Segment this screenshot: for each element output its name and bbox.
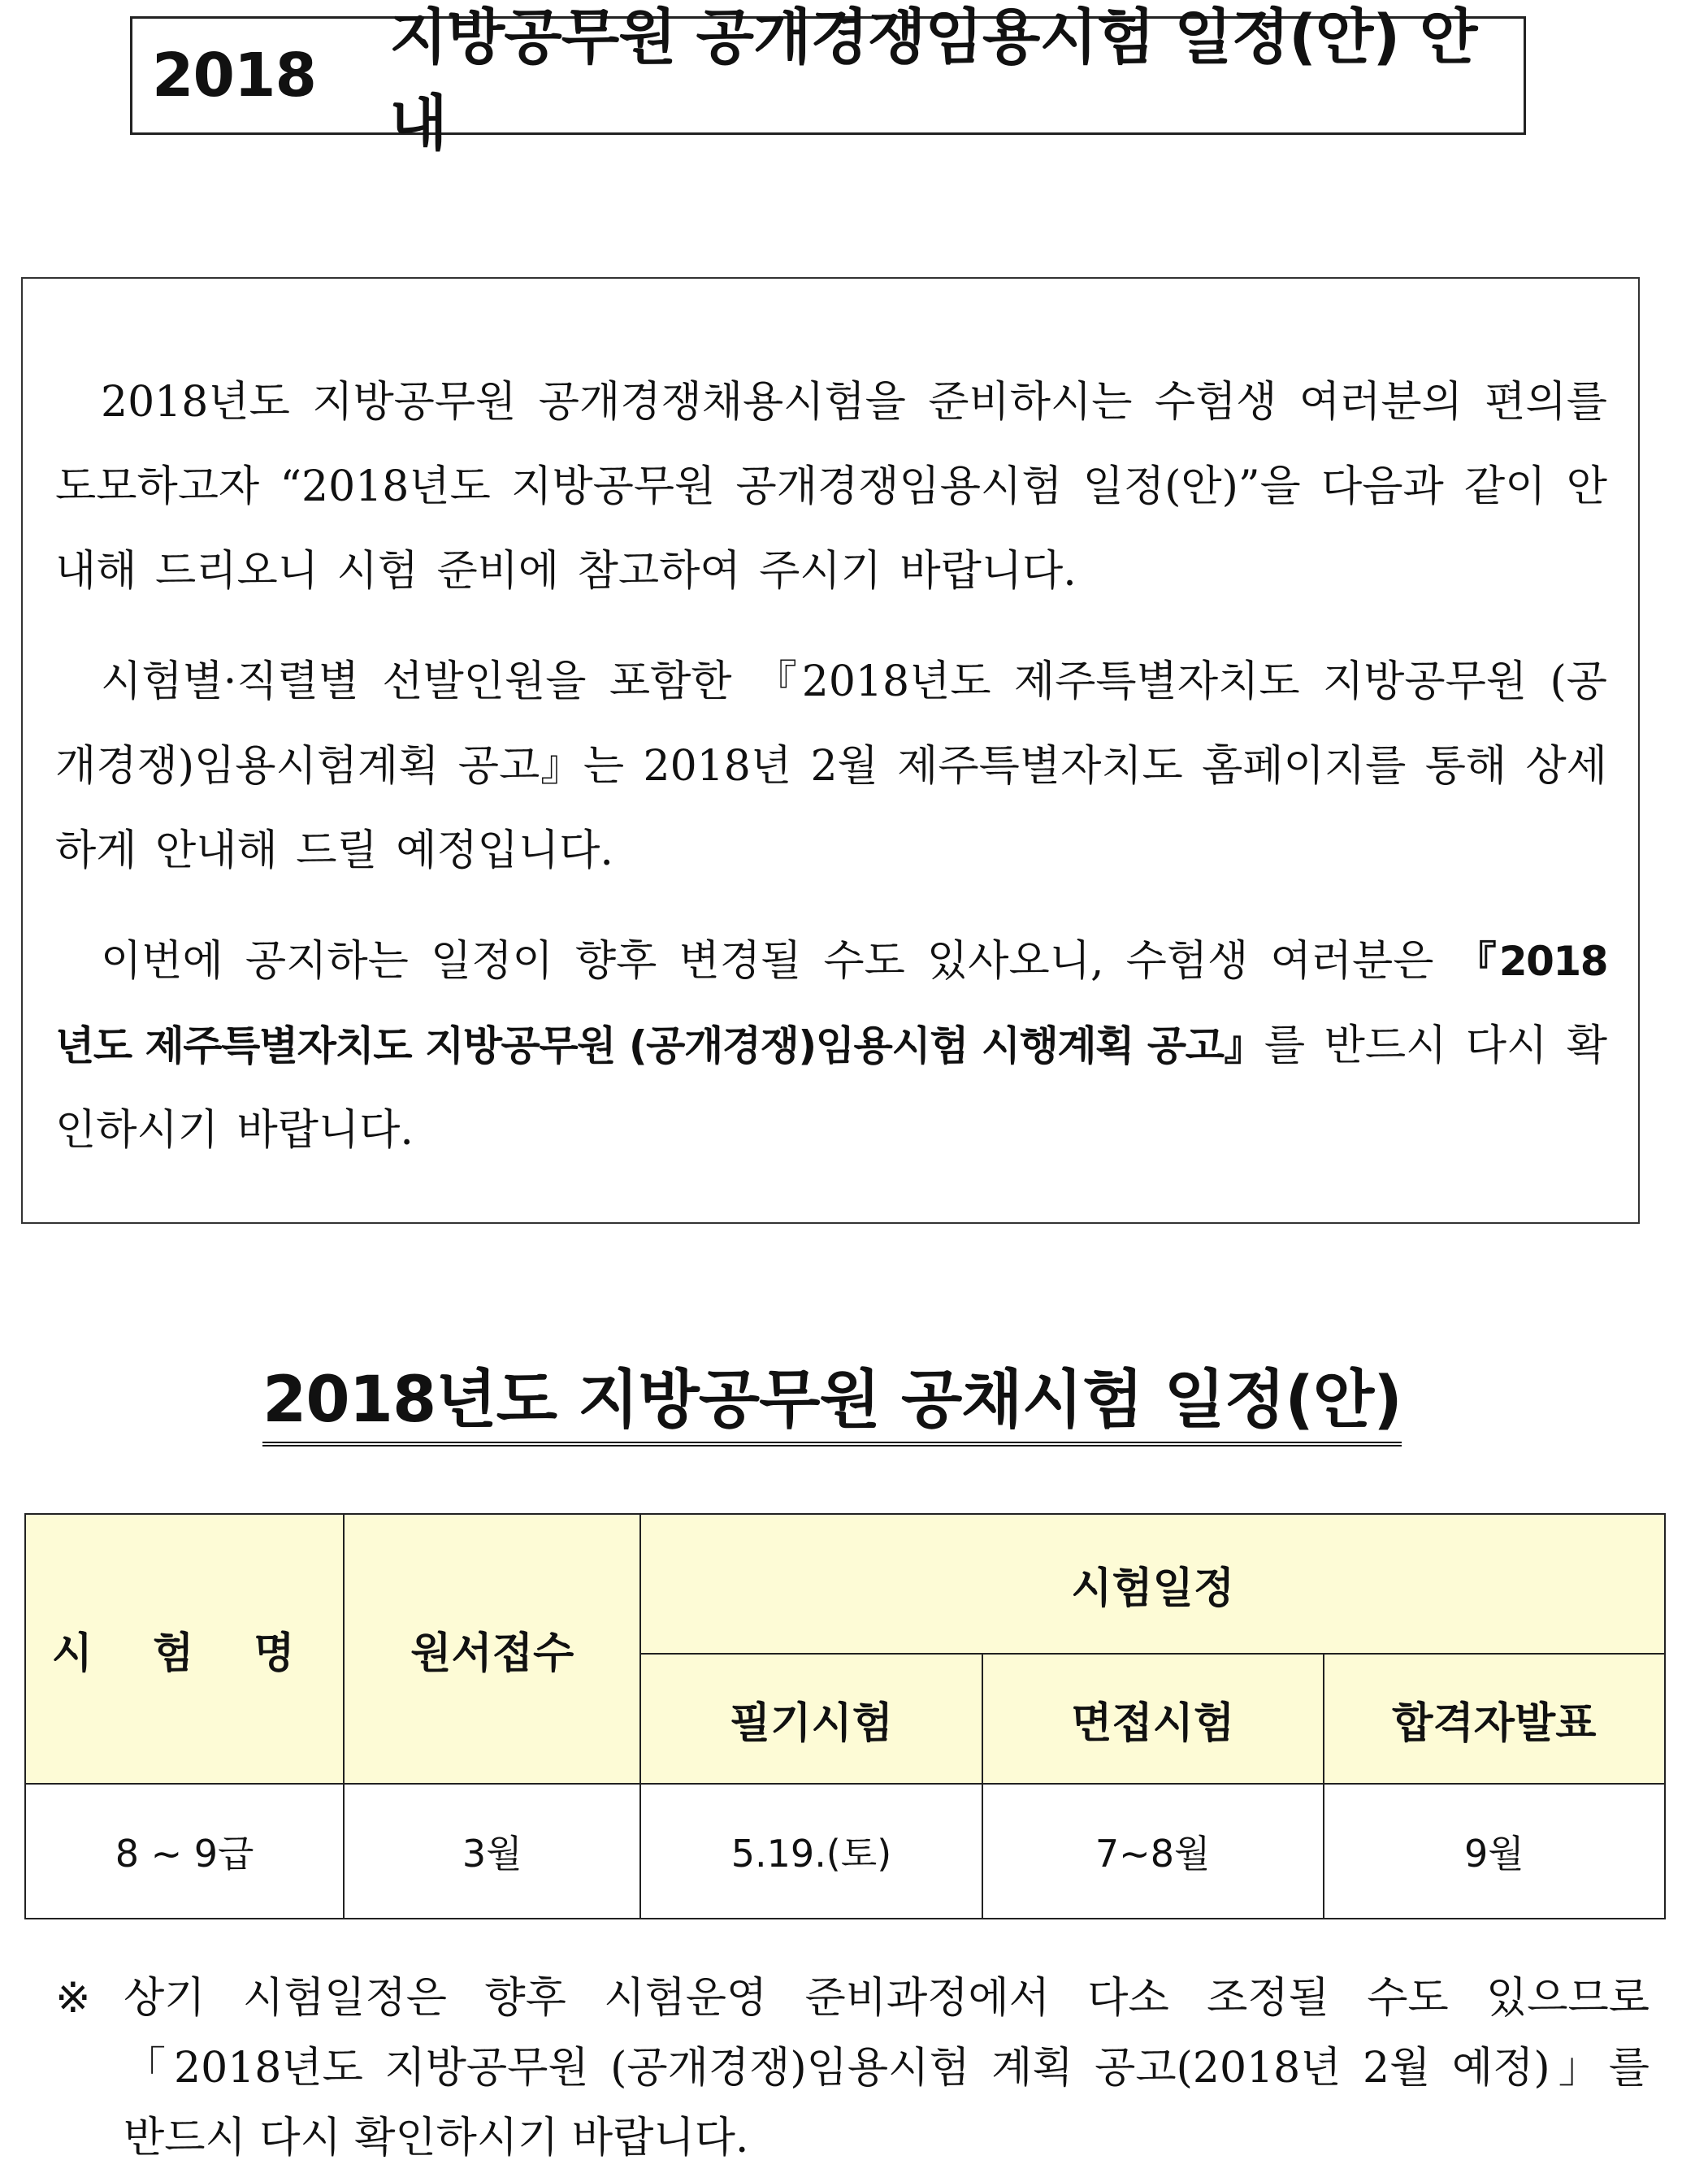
- notice-paragraph-3-outro: 를 반드시 다시 확인하시기 바랍니다.: [55, 1021, 1607, 1155]
- footnote: [55, 1963, 1649, 2173]
- footnote-line-1: 상기 시험일정은 향후 시험운영 준비과정에서 다소 조정될 수도 있으므로: [124, 1974, 1649, 2023]
- cell-exam-name: 8 ~ 9급: [25, 1784, 344, 1919]
- header-written-exam: 필기시험: [640, 1654, 982, 1784]
- cell-announcement: 9월: [1324, 1784, 1665, 1919]
- schedule-title-text: 2018년도 지방공무원 공채시험 일정(안): [262, 1364, 1402, 1446]
- notice-paragraph-1: 2018년도 지방공무원 공개경쟁채용시험을 준비하시는 수험생 여러분의 편의를 도모하고자 “2018년도 지방공무원 공개경쟁임용시험 일정(안)”을 다음과 같이 안내해 드리오니 시험 준비에 참고하여 주시기 바랍니다.: [55, 378, 1607, 596]
- page-title: 지방공무원 공개경쟁임용시험 일정(안) 안내: [389, 2, 1477, 158]
- page-title-box: [130, 2, 1526, 158]
- header-interview: 면접시험: [982, 1654, 1324, 1784]
- table-header-row: [25, 1514, 1665, 1654]
- cell-application: 3월: [344, 1784, 640, 1919]
- header-exam-schedule: 시험일정: [640, 1514, 1665, 1654]
- notice-paragraph-3: [55, 919, 1607, 1173]
- footnote-line-2: 「2018년도 지방공무원 (공개경쟁)임용시험 계획 공고(2018년 2월 예정)」를: [124, 2044, 1649, 2093]
- header-exam-name: 시 험 명: [25, 1514, 344, 1784]
- table-row: [25, 1784, 1665, 1919]
- schedule-section-title: [0, 1349, 1664, 1440]
- footnote-line-3: 반드시 다시 확인하시기 바랍니다.: [124, 2114, 749, 2162]
- notice-paragraph-3-intro: 이번에 공지하는 일정이 향후 변경될 수도 있사오니, 수험생 여러분은: [101, 937, 1434, 986]
- reference-mark-icon: ※: [55, 1974, 91, 2023]
- header-announcement: 합격자발표: [1324, 1654, 1665, 1784]
- notice-announcement-reference: 『2018년도 제주특별자치도 지방공무원 (공개경쟁)임용시험 시행계획 공고』: [55, 938, 1608, 1069]
- notice-paragraph-2: 시험별·직렬별 선발인원을 포함한 『2018년도 제주특별자치도 지방공무원 (공개경쟁)임용시험계획 공고』는 2018년 2월 제주특별자치도 홈페이지를 통해 상세하게 안내해 드릴 예정입니다.: [55, 657, 1607, 875]
- notice-box: [21, 277, 1640, 1224]
- header-application: 원서접수: [344, 1514, 640, 1784]
- cell-written-exam: 5.19.(토): [640, 1784, 982, 1919]
- schedule-table: [24, 1513, 1666, 1919]
- cell-interview: 7~8월: [982, 1784, 1324, 1919]
- title-year: 2018: [152, 41, 316, 111]
